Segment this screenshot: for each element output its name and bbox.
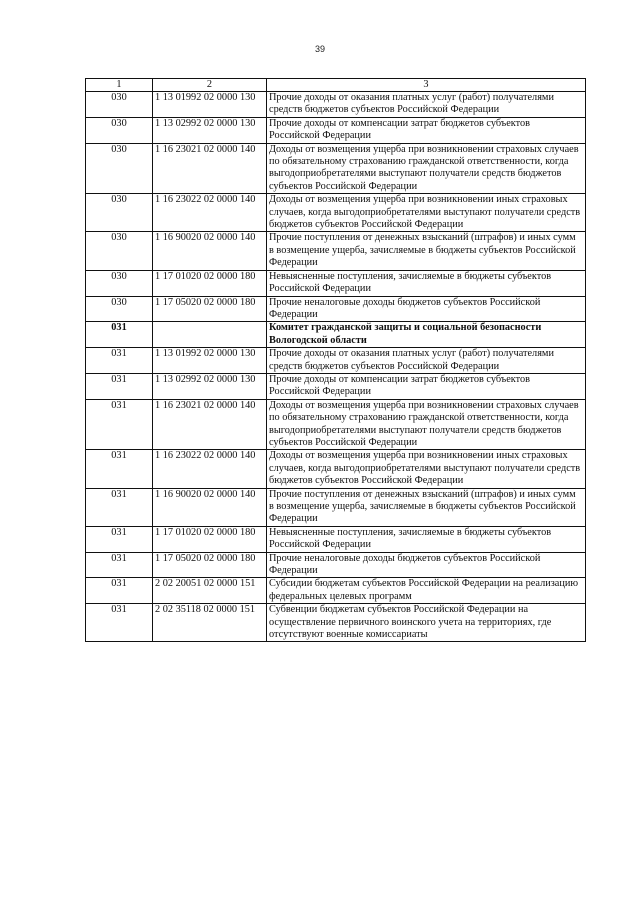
admin-code-cell: 030	[86, 117, 153, 143]
table-row	[86, 578, 586, 604]
revenue-name-cell: Доходы от возмещения ущерба при возникновении иных страховых случаев, когда выгодоприобретателями выступают получатели средств бюджетов субъектов Российской Федерации	[267, 194, 586, 232]
revenue-name-cell: Прочие поступления от денежных взысканий (штрафов) и иных сумм в возмещение ущерба, зачисляемые в бюджеты субъектов Российской Федерации	[267, 488, 586, 526]
revenue-name-cell: Невыясненные поступления, зачисляемые в бюджеты субъектов Российской Федерации	[267, 526, 586, 552]
budget-classification-code-cell	[153, 322, 267, 348]
budget-classification-code-cell: 1 16 23021 02 0000 140	[153, 399, 267, 450]
admin-code-cell: 030	[86, 143, 153, 194]
admin-code-cell: 030	[86, 194, 153, 232]
revenue-name-cell: Доходы от возмещения ущерба при возникновении иных страховых случаев, когда выгодоприобретателями выступают получатели средств бюджетов субъектов Российской Федерации	[267, 450, 586, 488]
admin-code-cell: 031	[86, 373, 153, 399]
budget-classification-code-cell: 1 16 90020 02 0000 140	[153, 232, 267, 270]
column-header-2: 2	[153, 79, 267, 92]
budget-classification-code-cell: 1 13 01992 02 0000 130	[153, 92, 267, 118]
admin-code-cell: 030	[86, 232, 153, 270]
revenue-name-cell: Прочие поступления от денежных взысканий (штрафов) и иных сумм в возмещение ущерба, зачисляемые в бюджеты субъектов Российской Федерации	[267, 232, 586, 270]
table-row	[86, 450, 586, 488]
budget-classification-code-cell: 1 13 02992 02 0000 130	[153, 117, 267, 143]
revenue-name-cell: Невыясненные поступления, зачисляемые в бюджеты субъектов Российской Федерации	[267, 270, 586, 296]
admin-code-cell: 031	[86, 488, 153, 526]
table-row	[86, 604, 586, 642]
table-row	[86, 117, 586, 143]
revenue-name-cell: Доходы от возмещения ущерба при возникновении страховых случаев по обязательному страхованию гражданской ответственности, когда выгодоприобретателями выступают получатели средств бюджетов субъектов Российской Федерации	[267, 143, 586, 194]
table-row	[86, 348, 586, 374]
budget-classification-code-cell: 1 17 01020 02 0000 180	[153, 526, 267, 552]
budget-classification-code-cell: 1 17 01020 02 0000 180	[153, 270, 267, 296]
admin-code-cell: 030	[86, 92, 153, 118]
admin-code-cell: 030	[86, 296, 153, 322]
revenue-name-cell: Прочие доходы от оказания платных услуг (работ) получателями средств бюджетов субъектов Российской Федерации	[267, 348, 586, 374]
revenue-name-cell: Прочие доходы от компенсации затрат бюджетов субъектов Российской Федерации	[267, 373, 586, 399]
budget-classification-code-cell: 1 13 02992 02 0000 130	[153, 373, 267, 399]
table-row	[86, 143, 586, 194]
budget-classification-code-cell: 2 02 20051 02 0000 151	[153, 578, 267, 604]
table-row	[86, 92, 586, 118]
revenue-name-cell: Прочие доходы от оказания платных услуг (работ) получателями средств бюджетов субъектов Российской Федерации	[267, 92, 586, 118]
page-number: 39	[314, 44, 325, 54]
revenue-name-cell: Прочие неналоговые доходы бюджетов субъектов Российской Федерации	[267, 552, 586, 578]
revenue-name-cell: Прочие неналоговые доходы бюджетов субъектов Российской Федерации	[267, 296, 586, 322]
admin-code-cell: 031	[86, 348, 153, 374]
admin-code-cell: 031	[86, 322, 153, 348]
table-row	[86, 526, 586, 552]
revenue-name-cell: Субвенции бюджетам субъектов Российской Федерации на осуществление первичного воинского учета на территориях, где отсутствуют военные комиссариаты	[267, 604, 586, 642]
section-header-row	[86, 322, 586, 348]
table-row	[86, 194, 586, 232]
budget-classification-code-cell: 1 17 05020 02 0000 180	[153, 296, 267, 322]
table-row	[86, 552, 586, 578]
budget-classification-code-cell: 2 02 35118 02 0000 151	[153, 604, 267, 642]
budget-classification-code-cell: 1 13 01992 02 0000 130	[153, 348, 267, 374]
table-row	[86, 270, 586, 296]
admin-code-cell: 031	[86, 450, 153, 488]
table-row	[86, 488, 586, 526]
table-row	[86, 232, 586, 270]
budget-classification-code-cell: 1 17 05020 02 0000 180	[153, 552, 267, 578]
budget-classification-code-cell: 1 16 23022 02 0000 140	[153, 194, 267, 232]
budget-classification-code-cell: 1 16 23022 02 0000 140	[153, 450, 267, 488]
budget-classification-code-cell: 1 16 23021 02 0000 140	[153, 143, 267, 194]
admin-code-cell: 031	[86, 578, 153, 604]
revenue-name-cell: Прочие доходы от компенсации затрат бюджетов субъектов Российской Федерации	[267, 117, 586, 143]
table-row	[86, 399, 586, 450]
admin-code-cell: 031	[86, 604, 153, 642]
admin-code-cell: 031	[86, 399, 153, 450]
admin-code-cell: 031	[86, 552, 153, 578]
revenue-codes-table	[85, 78, 586, 642]
revenue-name-cell: Комитет гражданской защиты и социальной безопасности Вологодской области	[267, 322, 586, 348]
column-header-3: 3	[267, 79, 586, 92]
table-body	[86, 79, 586, 642]
budget-classification-code-cell: 1 16 90020 02 0000 140	[153, 488, 267, 526]
table-row	[86, 373, 586, 399]
column-header-1: 1	[86, 79, 153, 92]
table-header-row	[86, 79, 586, 92]
table-row	[86, 296, 586, 322]
admin-code-cell: 030	[86, 270, 153, 296]
admin-code-cell: 031	[86, 526, 153, 552]
revenue-name-cell: Субсидии бюджетам субъектов Российской Федерации на реализацию федеральных целевых программ	[267, 578, 586, 604]
revenue-name-cell: Доходы от возмещения ущерба при возникновении страховых случаев по обязательному страхованию гражданской ответственности, когда выгодоприобретателями выступают получатели средств бюджетов субъектов Российской Федерации	[267, 399, 586, 450]
